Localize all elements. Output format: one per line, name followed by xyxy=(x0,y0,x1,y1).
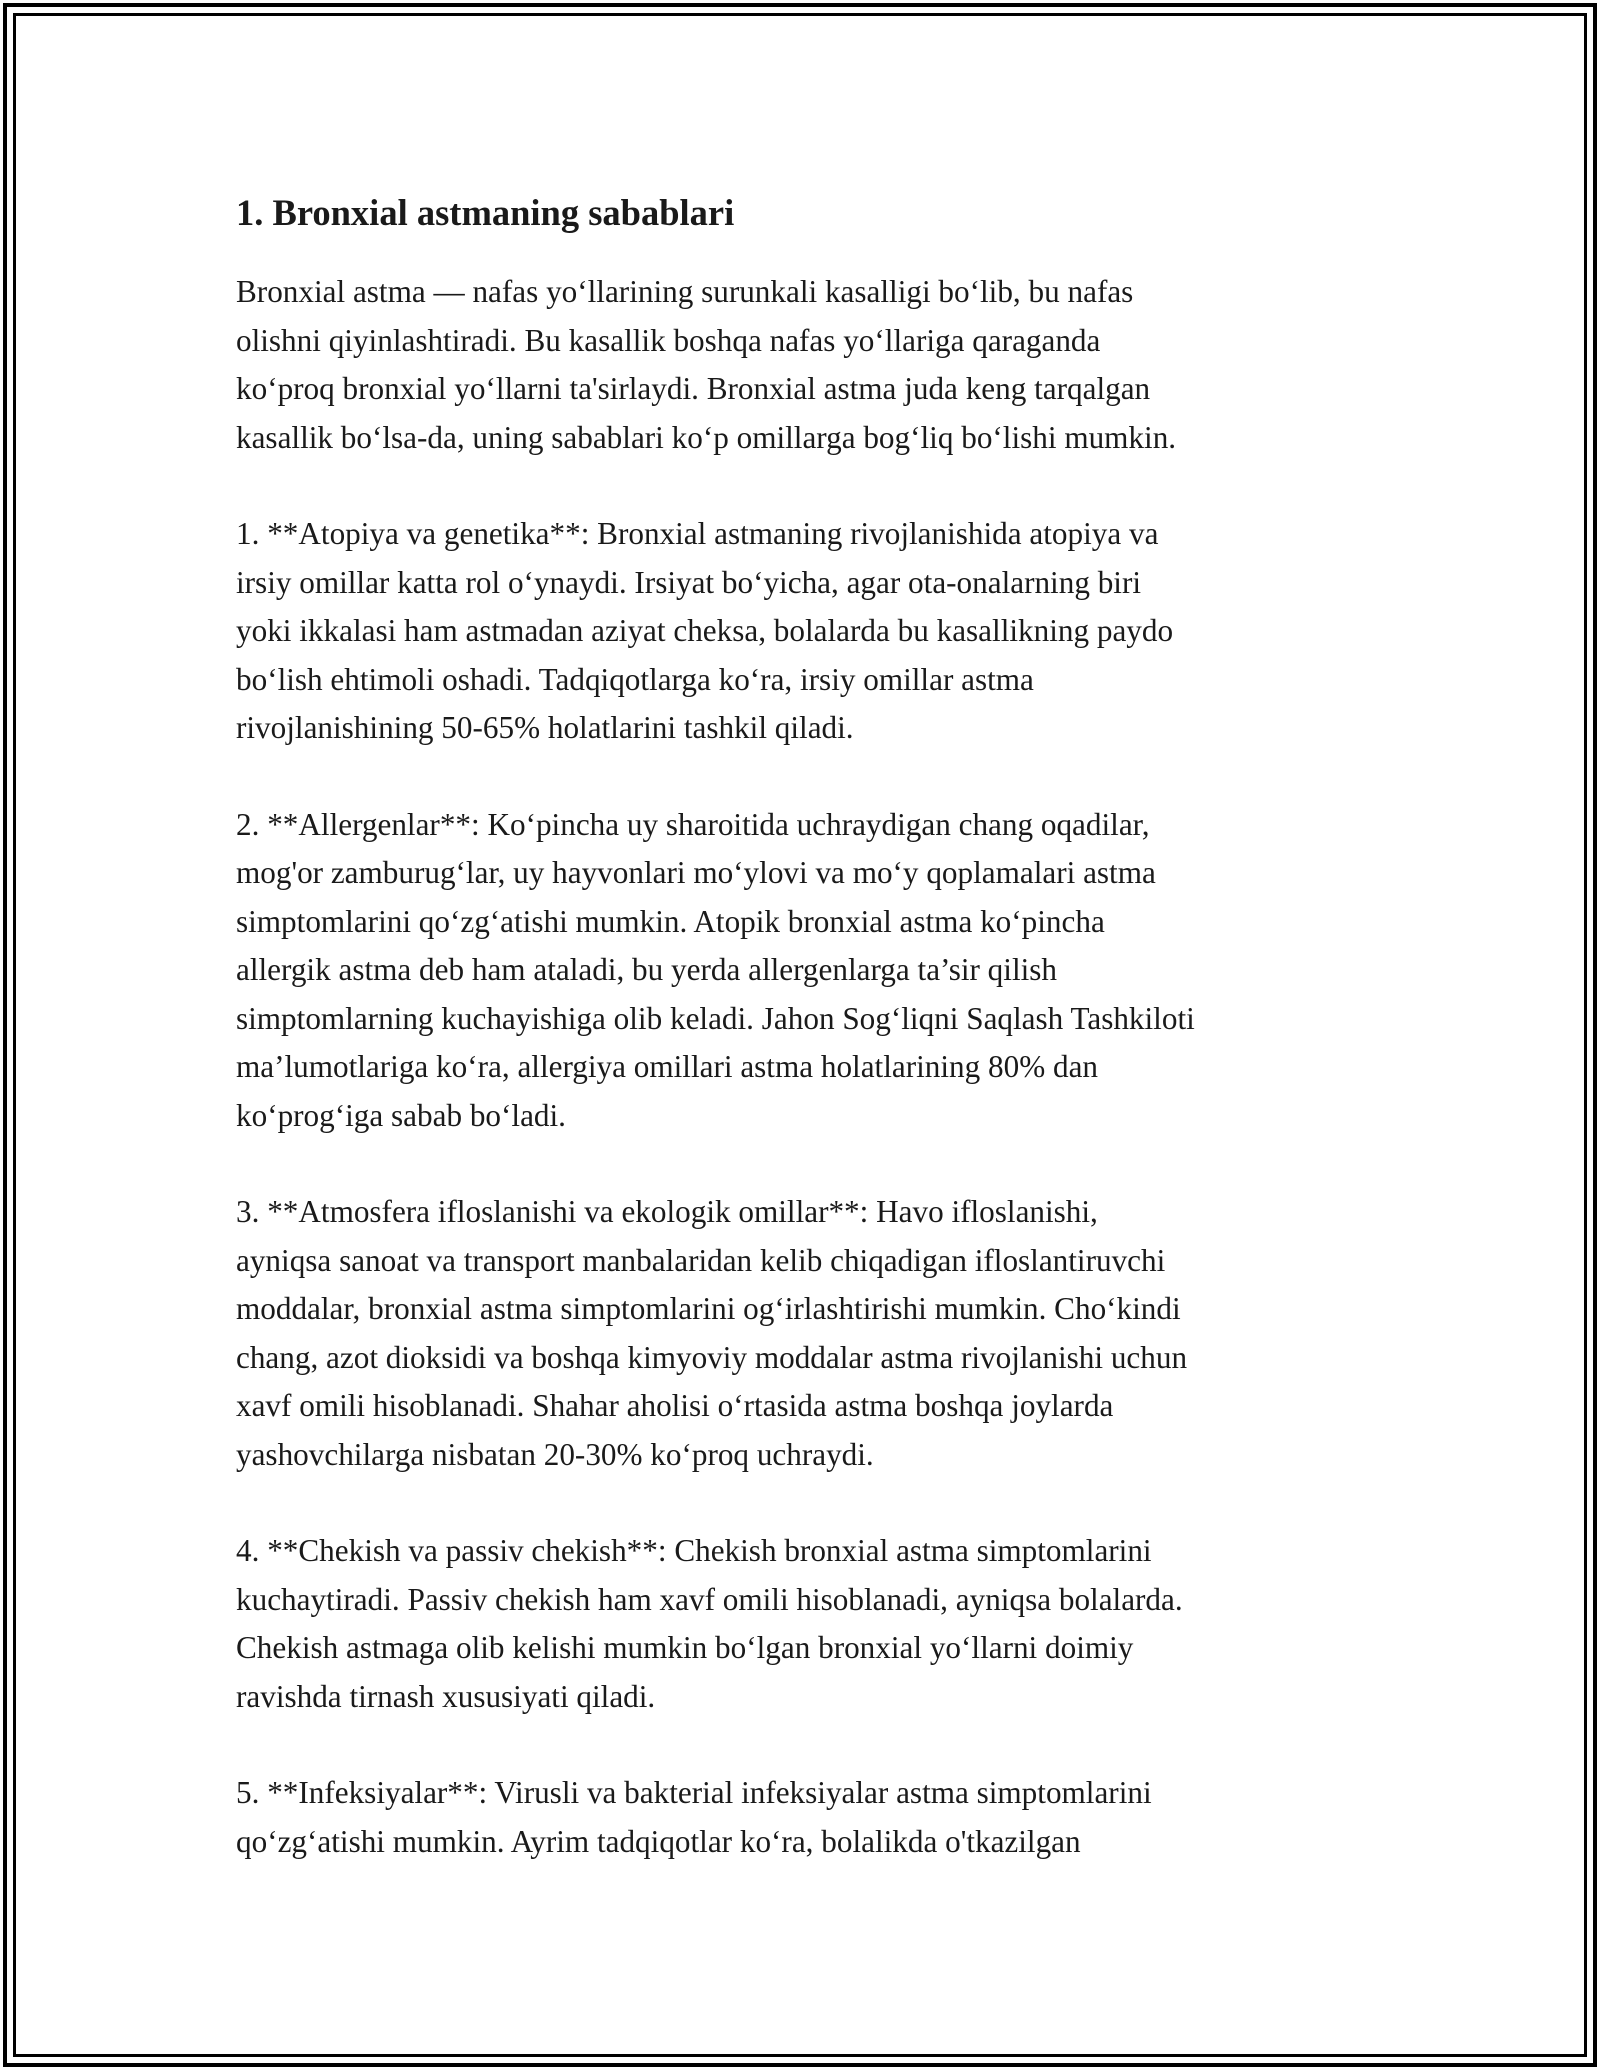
section-heading: 1. Bronxial astmaning sabablari xyxy=(236,192,735,233)
cause-paragraph-atopy-genetics: 1. **Atopiya va genetika**: Bronxial astmaning rivojlanishida atopiya va irsiy omillar katta rol o‘ynaydi. Irsiyat bo‘yicha, agar ota-onalarning biri yoki ikkalasi ham astmadan aziyat cheksa, bolalarda bu kasallikning paydo bo‘lish ehtimoli oshadi. Tadqiqotlarga ko‘ra, irsiy omillar astma rivojlanishining 50-65% holatlarini tashkil qiladi. xyxy=(236,516,1174,745)
cause-paragraph-air-pollution: 3. **Atmosfera ifloslanishi va ekologik omillar**: Havo ifloslanishi, ayniqsa sanoat va transport manbalaridan kelib chiqadigan ifloslantiruvchi moddalar, bronxial astma simptomlarini og‘irlashtirishi mumkin. Cho‘kindi chang, azot dioksidi va boshqa kimyoviy moddalar astma rivojlanishi uchun xavf omili hisoblanadi. Shahar aholisi o‘rtasida astma boshqa joylarda yashovchilarga nisbatan 20-30% ko‘proq uchraydi. xyxy=(236,1194,1188,1472)
cause-paragraph-smoking: 4. **Chekish va passiv chekish**: Chekish bronxial astma simptomlarini kuchaytiradi. Passiv chekish ham xavf omili hisoblanadi, ayniqsa bolalarda. Chekish astmaga olib kelishi mumkin bo‘lgan bronxial yo‘llarni doimiy ravishda tirnash xususiyati qiladi. xyxy=(236,1533,1183,1714)
cause-paragraph-infections: 5. **Infeksiyalar**: Virusli va bakterial infeksiyalar astma simptomlarini qo‘zg‘atishi mumkin. Ayrim tadqiqotlar ko‘ra, bolalikda o'tkazilgan xyxy=(236,1775,1152,1859)
intro-paragraph: Bronxial astma — nafas yo‘llarining surunkali kasalligi bo‘lib, bu nafas olishni qiyinlashtiradi. Bu kasallik boshqa nafas yo‘llariga qaraganda ko‘proq bronxial yo‘llarni ta'sirlaydi. Bronxial astma juda keng tarqalgan kasallik bo‘lsa-da, uning sabablari ko‘p omillarga bog‘liq bo‘lishi mumkin. xyxy=(236,274,1177,455)
document-body xyxy=(236,184,1372,1914)
cause-paragraph-allergens: 2. **Allergenlar**: Ko‘pincha uy sharoitida uchraydigan chang oqadilar, mog'or zamburug‘lar, uy hayvonlari mo‘ylovi va mo‘y qoplamalari astma simptomlarini qo‘zg‘atishi mumkin. Atopik bronxial astma ko‘pincha allergik astma deb ham ataladi, bu yerda allergenlarga ta’sir qilish simptomlarning kuchayishiga olib keladi. Jahon Sog‘liqni Saqlash Tashkiloti ma’lumotlariga ko‘ra, allergiya omillari astma holatlarining 80% dan ko‘prog‘iga sabab bo‘ladi. xyxy=(236,806,1195,1133)
